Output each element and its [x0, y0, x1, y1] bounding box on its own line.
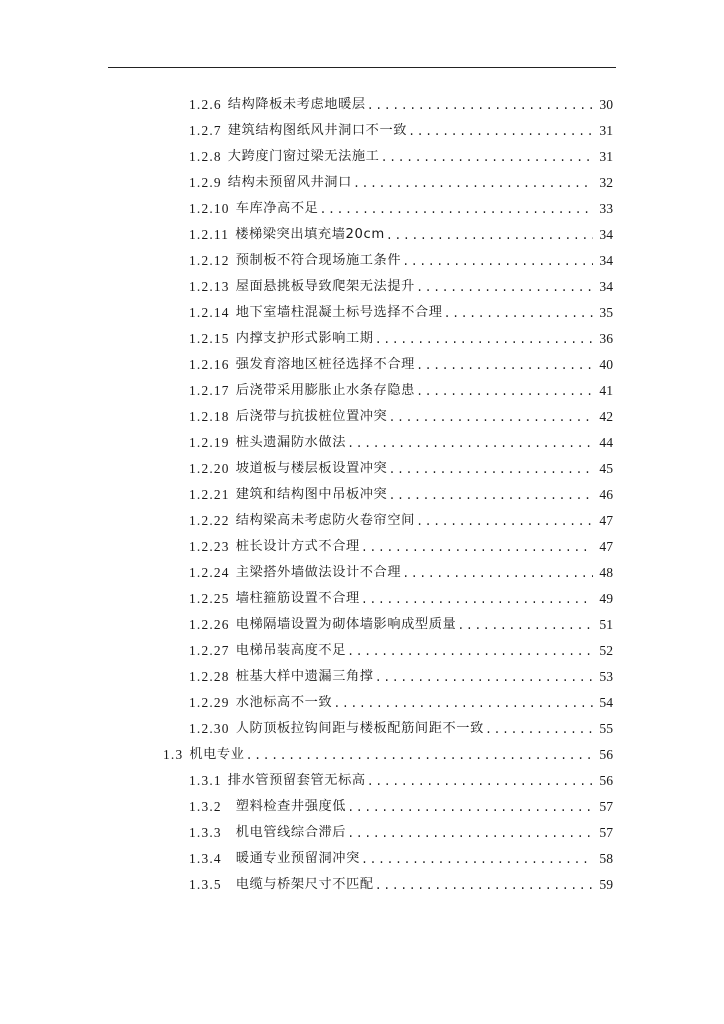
toc-entry[interactable]	[0, 430, 613, 456]
toc-entry[interactable]	[0, 768, 613, 794]
toc-entry[interactable]	[0, 716, 613, 742]
toc-entry-page: 51	[599, 617, 613, 632]
toc-entry[interactable]	[0, 586, 613, 612]
toc-entry-title: 桩长设计方式不合理	[235, 539, 360, 554]
toc-entry-title: 电缆与桥架尺寸不匹配	[235, 877, 374, 892]
toc-entry-title: 桩头遗漏防水做法	[235, 435, 346, 450]
dot-leader	[380, 145, 593, 171]
dot-leader	[416, 275, 593, 301]
toc-entry-title: 预制板不符合现场施工条件	[235, 253, 402, 268]
dot-leader	[402, 249, 593, 275]
toc-entry-title: 墙柱箍筋设置不合理	[235, 591, 360, 606]
dot-leader	[361, 587, 593, 613]
toc-entry-title: 楼梯梁突出填充墙20cm	[235, 227, 385, 242]
toc-entry-title: 结构未预留风井洞口	[227, 175, 352, 190]
toc-entry-number: 1.2.21	[189, 487, 230, 502]
toc-entry-title: 电梯隔墙设置为砌体墙影响成型质量	[235, 617, 457, 632]
toc-entry[interactable]	[0, 196, 613, 222]
toc-entry[interactable]	[0, 534, 613, 560]
toc-entry-page: 30	[599, 97, 613, 112]
toc-section-entry[interactable]	[0, 742, 613, 768]
toc-entry-page: 36	[599, 331, 613, 346]
toc-entry-number: 1.2.30	[189, 721, 230, 736]
toc-entry-page: 48	[599, 565, 613, 580]
toc-entry-page: 47	[599, 513, 613, 528]
toc-entry-number: 1.2.13	[189, 279, 230, 294]
dot-leader	[361, 847, 593, 873]
toc-entry[interactable]	[0, 118, 613, 144]
toc-entry-number: 1.2.28	[189, 669, 230, 684]
toc-entry-number: 1.2.17	[189, 383, 230, 398]
toc-entry-title: 屋面悬挑板导致爬架无法提升	[235, 279, 415, 294]
dot-leader	[375, 327, 593, 353]
toc-entry-page: 57	[599, 825, 613, 840]
toc-entry[interactable]	[0, 248, 613, 274]
toc-entry-number: 1.2.18	[189, 409, 230, 424]
toc-entry-number: 1.2.26	[189, 617, 230, 632]
toc-entry[interactable]	[0, 274, 613, 300]
toc-entry-page: 46	[599, 487, 613, 502]
toc-entry-number: 1.2.11	[189, 227, 230, 242]
toc-entry-page: 35	[599, 305, 613, 320]
toc-entry-title: 结构梁高未考虑防火卷帘空间	[235, 513, 415, 528]
table-of-contents	[0, 92, 724, 898]
header-rule	[108, 67, 616, 68]
dot-leader	[246, 743, 594, 769]
toc-entry-number: 1.3	[163, 747, 184, 762]
toc-entry-page: 33	[599, 201, 613, 216]
toc-entry[interactable]	[0, 612, 613, 638]
dot-leader	[408, 119, 593, 145]
toc-entry-number: 1.2.22	[189, 513, 230, 528]
toc-entry-title: 主梁搭外墙做法设计不合理	[235, 565, 402, 580]
toc-entry-title: 后浇带与抗拔桩位置冲突	[235, 409, 388, 424]
dot-leader	[347, 821, 593, 847]
toc-entry-page: 52	[599, 643, 613, 658]
toc-entry-title: 建筑和结构图中吊板冲突	[235, 487, 388, 502]
toc-entry-title: 结构降板未考虑地暖层	[227, 97, 366, 112]
toc-entry-number: 1.2.25	[189, 591, 230, 606]
toc-entry-title: 建筑结构图纸风井洞口不一致	[227, 123, 408, 138]
toc-entry[interactable]	[0, 352, 613, 378]
toc-entry-title: 水池标高不一致	[235, 695, 333, 710]
toc-entry[interactable]	[0, 508, 613, 534]
toc-entry-number: 1.2.29	[189, 695, 230, 710]
toc-entry-page: 31	[599, 123, 613, 138]
toc-entry-number: 1.2.15	[189, 331, 230, 346]
toc-entry-title: 电梯吊装高度不足	[235, 643, 346, 658]
toc-entry-title: 机电管线综合滞后	[235, 825, 347, 840]
toc-entry-number: 1.2.8	[189, 149, 222, 164]
dot-leader	[485, 717, 593, 743]
toc-entry[interactable]	[0, 794, 613, 820]
toc-entry-number: 1.2.9	[189, 175, 222, 190]
toc-entry-title: 大跨度门窗过梁无法施工	[227, 149, 380, 164]
toc-entry-page: 57	[599, 799, 613, 814]
dot-leader	[388, 405, 593, 431]
toc-entry-number: 1.3.2	[189, 799, 222, 814]
toc-entry-title: 人防顶板拉钩间距与楼板配筋间距不一致	[235, 721, 484, 736]
toc-entry-number: 1.2.7	[189, 123, 222, 138]
dot-leader	[361, 535, 593, 561]
toc-entry[interactable]	[0, 690, 613, 716]
toc-entry-number: 1.2.24	[189, 565, 230, 580]
toc-entry-page: 45	[599, 461, 613, 476]
toc-entry[interactable]	[0, 144, 613, 170]
dot-leader	[416, 353, 593, 379]
toc-entry-number: 1.2.19	[189, 435, 230, 450]
toc-entry-title: 强发育溶地区桩径选择不合理	[235, 357, 415, 372]
toc-entry-page: 55	[599, 721, 613, 736]
toc-entry-number: 1.2.20	[189, 461, 230, 476]
toc-entry[interactable]	[0, 820, 613, 846]
dot-leader	[457, 613, 593, 639]
toc-entry-number: 1.3.4	[189, 851, 222, 866]
toc-entry[interactable]	[0, 638, 613, 664]
dot-leader	[347, 795, 593, 821]
toc-entry-page: 47	[599, 539, 613, 554]
toc-entry-page: 56	[599, 773, 613, 788]
toc-entry-page: 56	[599, 747, 613, 762]
dot-leader	[333, 691, 593, 717]
dot-leader	[375, 873, 593, 899]
toc-entry-number: 1.3.5	[189, 877, 222, 892]
dot-leader	[402, 561, 593, 587]
dot-leader	[444, 301, 594, 327]
dot-leader	[347, 639, 593, 665]
toc-entry[interactable]	[0, 170, 613, 196]
toc-entry-number: 1.2.6	[189, 97, 222, 112]
toc-entry-number: 1.2.12	[189, 253, 230, 268]
toc-entry-title: 后浇带采用膨胀止水条存隐患	[235, 383, 415, 398]
dot-leader	[416, 379, 593, 405]
toc-entry-page: 42	[599, 409, 613, 424]
toc-entry-title: 地下室墙柱混凝土标号选择不合理	[235, 305, 443, 320]
toc-entry-page: 32	[599, 175, 613, 190]
toc-entry-page: 58	[599, 851, 613, 866]
toc-entry-title: 塑料检查井强度低	[235, 799, 347, 814]
toc-entry-title: 机电专业	[189, 747, 245, 762]
toc-entry-title: 桩基大样中遗漏三角撑	[235, 669, 374, 684]
toc-entry-title: 暖通专业预留洞冲突	[235, 851, 360, 866]
dot-leader	[319, 197, 593, 223]
toc-entry-page: 40	[599, 357, 613, 372]
toc-entry-page: 41	[599, 383, 613, 398]
toc-entry-title: 内撑支护形式影响工期	[235, 331, 374, 346]
toc-entry-number: 1.2.14	[189, 305, 230, 320]
dot-leader	[416, 509, 593, 535]
toc-entry[interactable]	[0, 482, 613, 508]
toc-entry[interactable]	[0, 326, 613, 352]
dot-leader	[353, 171, 593, 197]
toc-entry-number: 1.2.16	[189, 357, 230, 372]
toc-entry[interactable]	[0, 846, 613, 872]
toc-entry-title: 车库净高不足	[235, 201, 319, 216]
toc-entry[interactable]	[0, 378, 613, 404]
toc-entry-page: 34	[599, 227, 613, 242]
dot-leader	[367, 93, 593, 119]
toc-entry-page: 34	[599, 253, 613, 268]
toc-entry-page: 54	[599, 695, 613, 710]
toc-entry-number: 1.3.3	[189, 825, 222, 840]
toc-entry[interactable]	[0, 872, 613, 898]
toc-entry-title: 排水管预留套管无标高	[227, 773, 366, 788]
toc-entry-page: 44	[599, 435, 613, 450]
dot-leader	[347, 431, 593, 457]
toc-entry-page: 59	[599, 877, 613, 892]
toc-entry-title: 坡道板与楼层板设置冲突	[235, 461, 388, 476]
toc-entry[interactable]	[0, 92, 613, 118]
toc-entry[interactable]	[0, 664, 613, 690]
toc-entry-page: 53	[599, 669, 613, 684]
toc-entry[interactable]	[0, 222, 613, 248]
toc-entry-page: 31	[599, 149, 613, 164]
toc-entry[interactable]	[0, 300, 613, 326]
toc-entry-number: 1.2.27	[189, 643, 230, 658]
dot-leader	[367, 769, 593, 795]
toc-entry-number: 1.2.23	[189, 539, 230, 554]
toc-entry[interactable]	[0, 456, 613, 482]
toc-entry-page: 49	[599, 591, 613, 606]
toc-entry[interactable]	[0, 560, 613, 586]
toc-entry-number: 1.3.1	[189, 773, 222, 788]
dot-leader	[388, 483, 593, 509]
toc-entry[interactable]	[0, 404, 613, 430]
toc-entry-number: 1.2.10	[189, 201, 230, 216]
dot-leader	[388, 457, 593, 483]
toc-entry-page: 34	[599, 279, 613, 294]
dot-leader	[375, 665, 593, 691]
dot-leader	[386, 223, 593, 249]
